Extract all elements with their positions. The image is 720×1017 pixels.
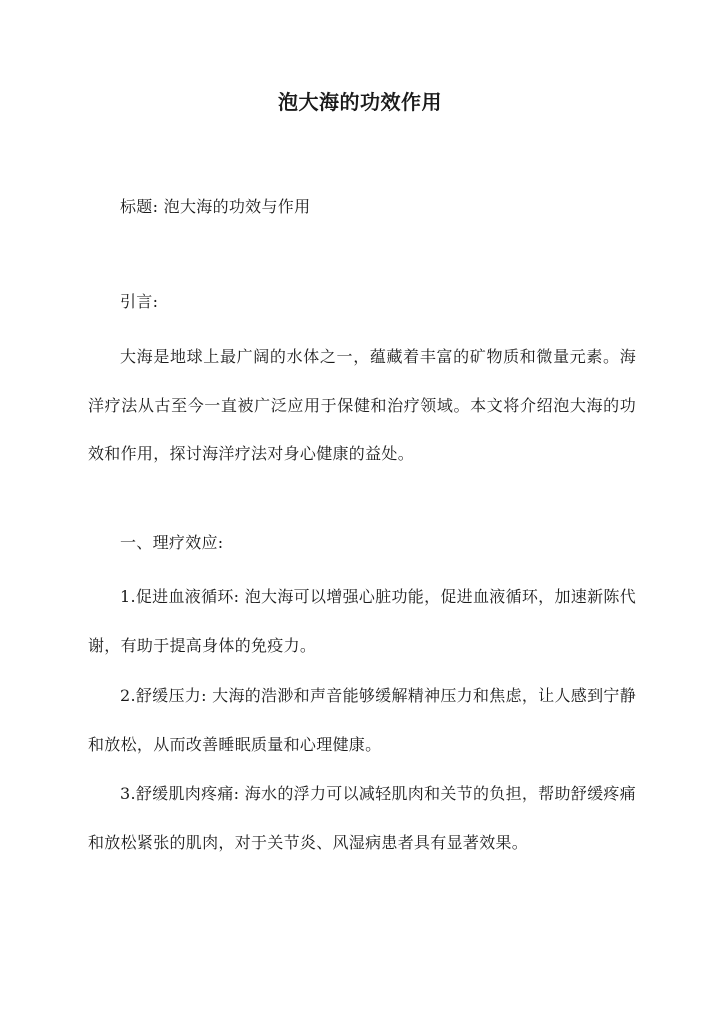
list-item: 3.舒缓肌肉疼痛: 海水的浮力可以减轻肌肉和关节的负担，帮助舒缓疼痛和放松紧张的肌肉，对于关节炎、风湿病患者具有显著效果。 (88, 784, 636, 852)
list-item: 1.促进血液循环: 泡大海可以增强心脏功能，促进血液循环，加速新陈代谢，有助于提高身体的免疫力。 (88, 587, 636, 655)
subject-line: 标题: 泡大海的功效与作用 (120, 197, 311, 216)
list-item: 2.舒缓压力: 大海的浩渺和声音能够缓解精神压力和焦虑，让人感到宁静和放松，从而改善睡眠质量和心理健康。 (88, 686, 636, 754)
document-title: 泡大海的功效作用 (278, 90, 442, 114)
section-heading: 一、理疗效应: (120, 533, 224, 552)
intro-paragraph: 大海是地球上最广阔的水体之一，蕴藏着丰富的矿物质和微量元素。海洋疗法从古至今一直被广泛应用于保健和治疗领域。本文将介绍泡大海的功效和作用，探讨海洋疗法对身心健康的益处。 (88, 347, 636, 463)
intro-heading: 引言: (120, 292, 159, 311)
